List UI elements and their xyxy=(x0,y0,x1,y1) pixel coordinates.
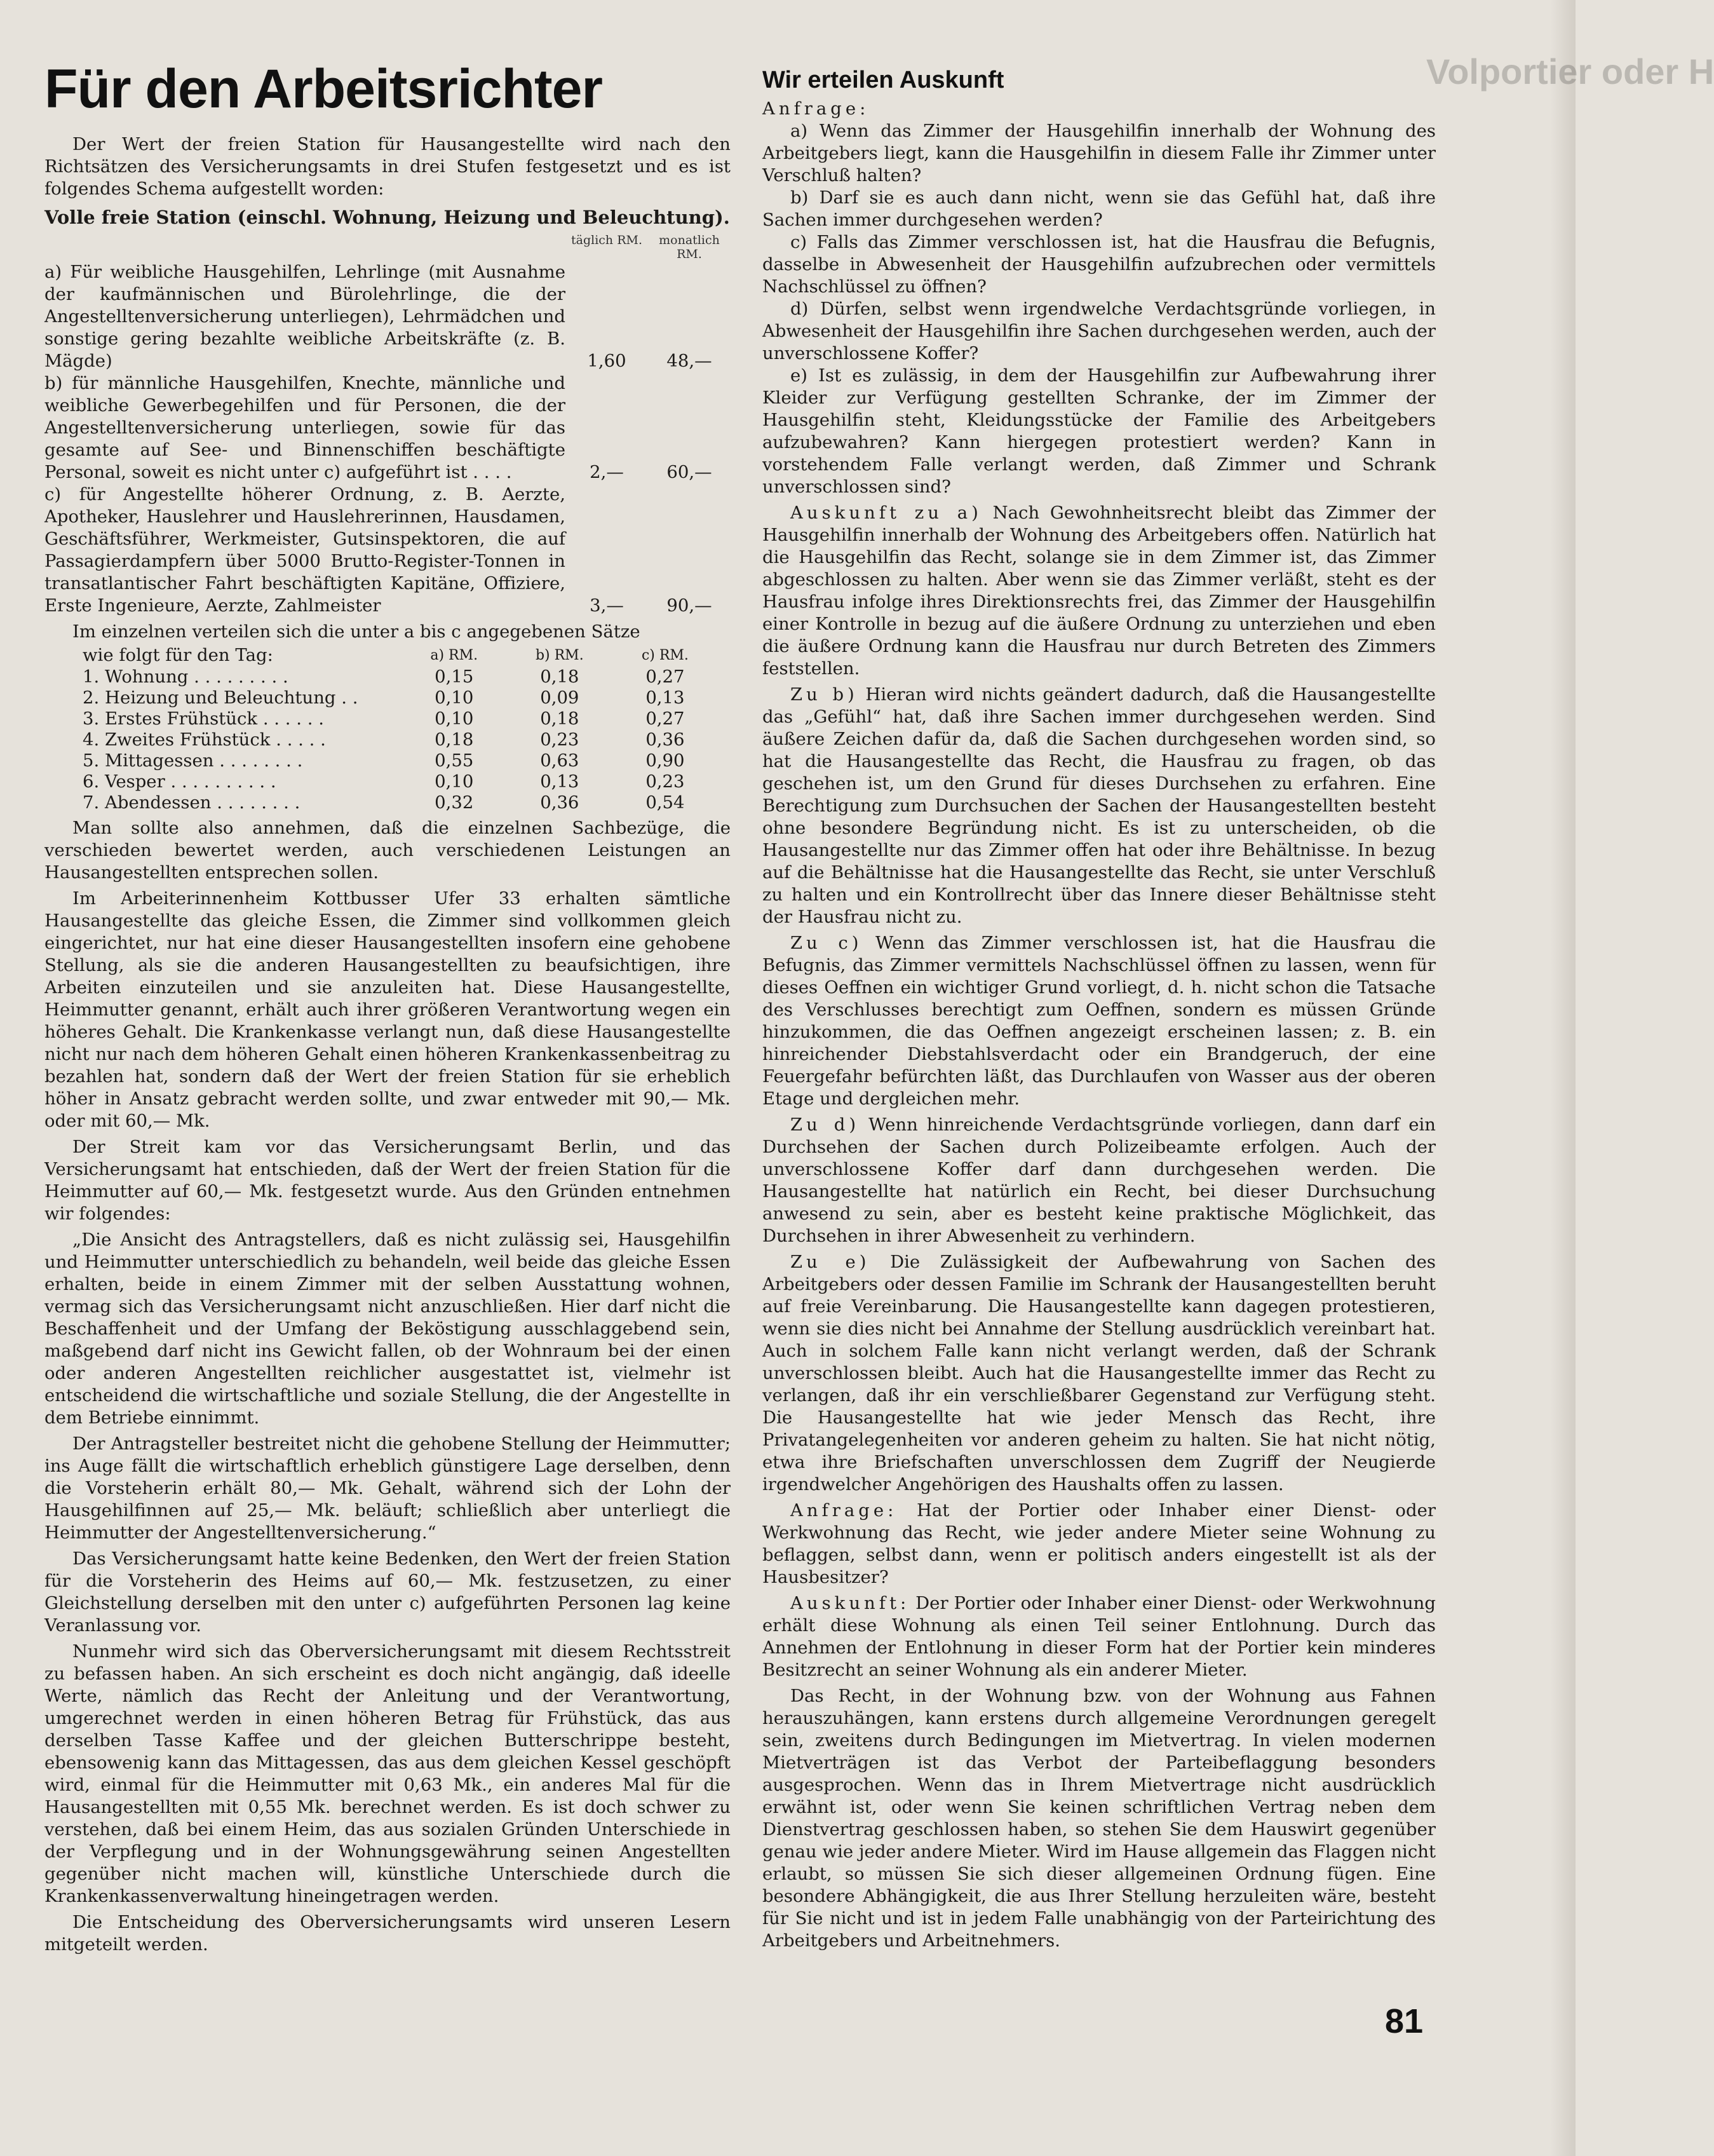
anfrage-label: Anfrage: xyxy=(790,1500,898,1521)
meal-name: 7. Abendessen . . . . . . . . xyxy=(83,792,300,813)
answer-label: Zu b) xyxy=(790,684,858,705)
meal-a: 0,10 xyxy=(435,708,474,729)
meal-b: 0,13 xyxy=(540,771,579,792)
rate-monthly: 60,— xyxy=(666,462,712,482)
intro-paragraph: Der Wert der freien Station für Hausangestellte wird nach den Richtsätzen des Versicherungsamts in drei Stufen festgesetzt und es ist folgendes Schema aufgestellt worden: xyxy=(44,134,731,199)
answer-label: Auskunft zu a) xyxy=(790,503,982,523)
answer-text: Nach Gewohnheitsrecht bleibt das Zimmer der Hausgehilfin innerhalb der Wohnung des Arbeitgebers offen. Natürlich hat die Hausgehilfin das Recht, solange sie in dem Zimmer ist, das Zimmer abgeschlossen zu halten. Aber wenn sie das Zimmer verläßt, steht es der Hausfrau infolge ihres Direktionsrechts frei, das Zimmer der Hausgehilfin einer Kontrolle in bezug auf die äußere Ordnung zu unterziehen und eben die äußere Ordnung kann die Hausfrau nur durch Betreten des Zimmers feststellen. xyxy=(762,503,1436,679)
body-paragraph: Das Recht, in der Wohnung bzw. von der Wohnung aus Fahnen herauszuhängen, kann erstens durch allgemeine Verordnungen geregelt sein, zweitens durch Bedingungen im Mietvertrag. In vielen modernen Mietverträgen ist das Verbot der Parteibeflaggung besonders ausgesprochen. Wenn das in Ihrem Mietvertrage nicht ausdrücklich erwähnt ist, oder wenn Sie keinen schriftlichen Vertrag neben dem Dienstvertrag geschlossen haben, so stehen Sie dem Hauswirt gegenüber genau wie jeder andere Mieter. Wird im Hause allgemein das Flaggen nicht erlaubt, so müssen Sie sich dieser allgemeinen Ordnung fügen. Eine besondere Abhängigkeit, die aus Ihrer Stellung herzuleiten wäre, besteht für Sie nicht und ist in jedem Falle unabhängig von der Parteirichtung des Arbeitgebers und Arbeitnehmers. xyxy=(762,1686,1436,1951)
answer-label: Zu c) xyxy=(790,933,863,953)
meal-name: 6. Vesper . . . . . . . . . . xyxy=(83,771,276,792)
answer-c xyxy=(762,932,1436,1110)
question-a: a) Wenn das Zimmer der Hausgehilfin innerhalb der Wohnung des Arbeitgebers liegt, kann die Hausgehilfin in diesem Falle ihr Zimmer unter Verschluß halten? xyxy=(762,121,1436,186)
table-row xyxy=(83,771,718,792)
meal-name: 3. Erstes Frühstück . . . . . . xyxy=(83,708,324,729)
rate-description: b) für männliche Hausgehilfen, Knechte, männliche und weibliche Gewerbegehilfen und für Personen, die der Angestelltenversicherung unterliegen, sowie für das gesamte auf See- und Binnenschiffen beschäftigte Personal, soweit es nicht unter c) aufgeführt ist . . . . xyxy=(44,373,565,482)
meal-c: 0,23 xyxy=(645,771,685,792)
meal-a: 0,32 xyxy=(435,792,474,813)
meal-b: 0,63 xyxy=(540,750,579,771)
body-paragraph: Nunmehr wird sich das Oberversicherungsamt mit diesem Rechtsstreit zu befassen haben. An sich erscheint es doch nicht angängig, daß ideelle Werte, nämlich das Recht der Anleitung und der Verantwortung, umgerechnet werden in einen höheren Betrag für Frühstück, das aus derselben Tasse Kaffee und der gleichen Butterschrippe besteht, ebensowenig kann das Mittagessen, das aus dem gleichen Kessel geschöpft wird, einmal für die Heimmutter mit 0,63 Mk., ein anderes Mal für die Hausangestellten mit 0,55 Mk. berechnet werden. Es ist doch schwer zu verstehen, daß bei einem Heim, das aus sozialen Gründen Unterschiede in der Verpflegung und in der Wohnungsgewährung seinen Angestellten gegenüber nicht machen will, künstliche Unterschiede durch die Krankenkassenverwaltung hineingetragen werden. xyxy=(44,1641,731,1906)
meal-a: 0,10 xyxy=(435,771,474,792)
rate-row xyxy=(44,372,731,484)
col-b-header: b) RM. xyxy=(535,647,584,663)
table-row xyxy=(83,792,718,813)
answer-text: Wenn das Zimmer verschlossen ist, hat die Hausfrau die Befugnis, das Zimmer vermittels Nachschlüssel öffnen zu lassen, wenn für dieses Oeffnen ein wichtiger Grund vorliegt, d. h. nicht schon die Tatsache des Verschlusses berechtigt zum Oeffnen, sondern es müssen Gründe hinzukommen, die das Oeffnen angezeigt erscheinen lassen; z. B. ein hinreichender Diebstahlsverdacht oder ein Brandgeruch, der eine Feuergefahr befürchten läßt, das Durchlaufen von Wasser aus der oberen Etage und dergleichen mehr. xyxy=(762,933,1436,1109)
col-c-header: c) RM. xyxy=(641,647,689,663)
answer-flag xyxy=(762,1592,1436,1681)
table-row xyxy=(83,750,718,771)
meal-c: 0,90 xyxy=(645,750,685,771)
answer-a xyxy=(762,502,1436,680)
anfrage-label: Anfrage: xyxy=(762,98,870,119)
rate-monthly: 48,— xyxy=(666,351,712,371)
meal-name: 4. Zweites Frühstück . . . . . xyxy=(83,729,326,750)
meal-c: 0,27 xyxy=(645,667,685,687)
question-e: e) Ist es zulässig, in dem der Hausgehilfin zur Aufbewahrung ihrer Kleider zur Verfügung gestellten Schranke, der im Zimmer der Hausgehilfin steht, Kleidungsstücke der Familie des Arbeitgebers aufzubewahren? Kann hiergegen protestiert werden? Kann in vorstehendem Falle verlangt werden, daß Zimmer und Schrank unverschlossen sind? xyxy=(762,365,1436,497)
answer-label: Zu d) xyxy=(790,1115,860,1135)
monthly-header: monatlich RM. xyxy=(659,233,720,261)
table-row xyxy=(83,708,718,729)
bleed-through-text: Volportier oder H xyxy=(1426,51,1714,92)
body-paragraph: Das Versicherungsamt hatte keine Bedenken, den Wert der freien Station für die Vorsteherin des Heims auf 60,— Mk. festzusetzen, zu einer Gleichstellung derselben mit den unter c) aufgeführten Personen lag keine Veranlassung vor. xyxy=(44,1549,731,1636)
meal-table xyxy=(83,644,718,813)
left-column xyxy=(44,58,731,1956)
meal-a: 0,18 xyxy=(435,729,474,750)
right-column xyxy=(762,58,1436,1952)
rate-description: c) für Angestellte höherer Ordnung, z. B. Aerzte, Apotheker, Hauslehrer und Hauslehrerinnen, Hausdamen, Geschäftsführer, Werkmeister, Gutsinspektoren, die auf Passagierdampfern über 5000 Brutto-Register-Tonnen in transatlantischer Fahrt beschäftigten Kapitäne, Offiziere, Erste Ingenieure, Aerzte, Zahlmeister xyxy=(44,484,565,616)
question-flag xyxy=(762,1500,1436,1589)
question-text: Hat der Portier oder Inhaber einer Dienst- oder Werkwohnung das Recht, wie jeder andere Mieter seine Wohnung zu beflaggen, selbst dann, wenn er politisch anders eingestellt ist als der Hausbesitzer? xyxy=(762,1500,1436,1587)
meal-a: 0,55 xyxy=(435,750,474,771)
table-row xyxy=(83,688,718,708)
quote-paragraph: „Die Ansicht des Antragstellers, daß es nicht zulässig sei, Hausgehilfin und Heimmutter unterschiedlich zu behandeln, weil beide das gleiche Essen erhalten, beide in einem Zimmer mit der selben Ausstattung wohnen, vermag sich das Versicherungsamt nicht anzuschließen. Hier darf nicht die Beschaffenheit und der Umfang der Beköstigung ausschlaggebend sein, maßgebend darf nicht ins Gewicht fallen, ob der Wohnraum bei der einen oder anderen Angestellten reichlicher ausgestattet ist, vielmehr ist entscheidend die wirtschaftliche und soziale Stellung, die der Angestellte in dem Betriebe einnimmt. xyxy=(44,1230,731,1428)
body-paragraph: Der Streit kam vor das Versicherungsamt Berlin, und das Versicherungsamt hat entschieden, daß der Wert der freien Station für die Heimmutter auf 60,— Mk. festgesetzt wurde. Aus den Gründen entnehmen wir folgendes: xyxy=(44,1137,731,1224)
meal-c: 0,13 xyxy=(645,688,685,708)
meal-c: 0,36 xyxy=(645,729,685,750)
answer-label: Zu e) xyxy=(790,1252,870,1272)
answer-e xyxy=(762,1251,1436,1496)
meal-b: 0,36 xyxy=(540,792,579,813)
rate-schedule xyxy=(44,233,731,617)
article-title: Für den Arbeitsrichter xyxy=(44,58,602,119)
meal-name: 1. Wohnung . . . . . . . . . xyxy=(83,667,288,687)
meal-b: 0,18 xyxy=(540,667,579,687)
meal-name: 2. Heizung und Beleuchtung . . xyxy=(83,688,358,708)
rate-daily: 1,60 xyxy=(587,351,626,371)
question-b: b) Darf sie es auch dann nicht, wenn sie das Gefühl hat, daß ihre Sachen immer durchgesehen werden? xyxy=(762,187,1436,230)
section-title: Wir erteilen Auskunft xyxy=(762,67,1004,93)
meal-c: 0,27 xyxy=(645,708,685,729)
answer-b xyxy=(762,684,1436,928)
rate-monthly: 90,— xyxy=(666,595,712,616)
page-number: 81 xyxy=(1385,2002,1424,2040)
question-c: c) Falls das Zimmer verschlossen ist, hat die Hausfrau die Befugnis, dasselbe in Abwesenheit der Hausgehilfin aufzubrechen oder vermittels Nachschlüssel zu öffnen? xyxy=(762,232,1436,297)
rate-row xyxy=(44,484,731,617)
meal-b: 0,09 xyxy=(540,688,579,708)
answer-text: Die Zulässigkeit der Aufbewahrung von Sachen des Arbeitgebers oder dessen Familie im Schrank der Hausangestellten beruht auf freie Vereinbarung. Die Hausangestellte kann dagegen protestieren, wenn sie dies nicht bei Annahme der Stellung ausdrücklich vereinbart hat. Auch in solchem Falle kann nicht verlangt werden, daß der Schrank unverschlossen bleibt. Auch hat die Hausangestellte immer das Recht zu verlangen, daß ihr ein verschließbarer Gegenstand zur Verfügung steht. Die Hausangestellte hat wie jeder Mensch das Recht, ihre Privatangelegenheiten vor anderen geheim zu halten. Sie hat nicht nötig, etwa ihre Briefschaften unverschlossen dem Zugriff der Neugierde irgendwelcher Angehörigen des Haushalts offen zu lassen. xyxy=(762,1252,1436,1495)
meal-a: 0,10 xyxy=(435,688,474,708)
rate-daily: 2,— xyxy=(590,462,624,482)
answer-text: Wenn hinreichende Verdachtsgründe vorliegen, dann darf ein Durchsehen der Sachen durch Polizeibeamte erfolgen. Auch der unverschlossene Koffer darf dann durchgesehen werden. Die Hausangestellte hat natürlich ein Recht, bei dieser Durchsuchung anwesend zu sein, aber es besteht keine praktische Möglichkeit, das Durchsehen in ihrer Abwesenheit zu verhindern. xyxy=(762,1115,1436,1246)
rate-description: a) Für weibliche Hausgehilfen, Lehrlinge (mit Ausnahme der kaufmännischen und Bürolehrlinge, die der Angestelltenversicherung unterliegen), Lehrmädchen und sonstige gering bezahlte weibliche Arbeitskräfte (z. B. Mägde) xyxy=(44,262,565,371)
body-paragraph: Man sollte also annehmen, daß die einzelnen Sachbezüge, die verschieden bewertet werden, auch verschiedenen Leistungen an Hausangestellten entsprechen sollen. xyxy=(44,818,731,883)
answer-d xyxy=(762,1114,1436,1247)
page-edge xyxy=(1550,0,1576,2156)
body-paragraph: Die Entscheidung des Oberversicherungsamts wird unseren Lesern mitgeteilt werden. xyxy=(44,1912,731,1955)
meal-a: 0,15 xyxy=(435,667,474,687)
rate-row xyxy=(44,261,731,372)
split-intro-continued: wie folgt für den Tag: xyxy=(83,645,273,665)
col-a-header: a) RM. xyxy=(430,647,478,663)
answer-text: Hieran wird nichts geändert dadurch, daß die Hausangestellte das „Gefühl“ hat, daß ihre Sachen immer durchgesehen werden. Sind äußere Zeichen dafür da, daß die Sachen durchgesehen worden sind, so hat die Hausangestellte das Recht, die Hausfrau zu fragen, ob das geschehen ist, um den Grund für dieses Durchsehen zu erfahren. Eine Berechtigung zum Durchsuchen der Sachen der Hausangestellten besteht ohne besondere Begründung nicht. Es ist zu unterscheiden, ob die Hausangestellte nur das Zimmer offen hat oder ihre Behältnisse. In bezug auf die Behältnisse hat die Hausangestellte das Recht, sie unter Verschluß zu halten und ein Kontrollrecht über das Innere dieser Behältnisse steht der Hausfrau nicht zu. xyxy=(762,684,1436,927)
meal-b: 0,18 xyxy=(540,708,579,729)
station-heading: Volle freie Station (einschl. Wohnung, Heizung und Beleuchtung). xyxy=(44,207,730,228)
quote-paragraph: Der Antragsteller bestreitet nicht die gehobene Stellung der Heimmutter; ins Auge fällt die wirtschaftlich erheblich günstigere Lage derselben, denn die Vorsteherin erhält 80,— Mk. Gehalt, während sich der Lohn der Hausgehilfinnen auf 25,— Mk. beläuft; schließlich aber unterliegt die Heimmutter der Angestelltenversicherung.“ xyxy=(44,1434,731,1543)
meal-name: 5. Mittagessen . . . . . . . . xyxy=(83,750,303,771)
meal-table-header xyxy=(83,644,718,667)
body-paragraph: Im Arbeiterinnenheim Kottbusser Ufer 33 erhalten sämtliche Hausangestellte das gleiche Essen, die Zimmer sind vollkommen gleich eingerichtet, nur hat eine dieser Hausangestellten insofern eine gehobene Stellung, als sie die anderen Hausangestellten zu beaufsichtigen, ihre Arbeiten einzuteilen und sie anzuleiten hat. Diese Hausangestellte, Heimmutter genannt, erhält auch ihrer größeren Verantwortung wegen ein höheres Gehalt. Die Krankenkasse verlangt nun, daß diese Hausangestellte nicht nur nach dem höheren Gehalt einen höheren Krankenkassenbeitrag zu bezahlen hat, sondern daß der Wert der freien Station für sie erheblich höher in Ansatz gebracht werden sollte, und zwar entweder mit 90,— Mk. oder mit 60,— Mk. xyxy=(44,888,731,1131)
rate-daily: 3,— xyxy=(590,595,624,616)
question-d: d) Dürfen, selbst wenn irgendwelche Verdachtsgründe vorliegen, in Abwesenheit der Hausgehilfin ihre Sachen durchgesehen werden, auch der unverschlossene Koffer? xyxy=(762,299,1436,363)
rate-header xyxy=(44,233,731,261)
split-intro: Im einzelnen verteilen sich die unter a bis c angegebenen Sätze xyxy=(72,621,640,642)
meal-c: 0,54 xyxy=(645,792,685,813)
table-row xyxy=(83,729,718,750)
answer-label: Auskunft: xyxy=(790,1593,910,1613)
daily-header: täglich RM. xyxy=(571,233,642,247)
answer-text: Der Portier oder Inhaber einer Dienst- oder Werkwohnung erhält diese Wohnung als einen Teil seiner Entlohnung. Durch das Annehmen der Entlohnung in dieser Form hat der Portier kein minderes Besitzrecht an seiner Wohnung als ein anderer Mieter. xyxy=(762,1593,1436,1680)
table-row xyxy=(83,667,718,688)
meal-b: 0,23 xyxy=(540,729,579,750)
